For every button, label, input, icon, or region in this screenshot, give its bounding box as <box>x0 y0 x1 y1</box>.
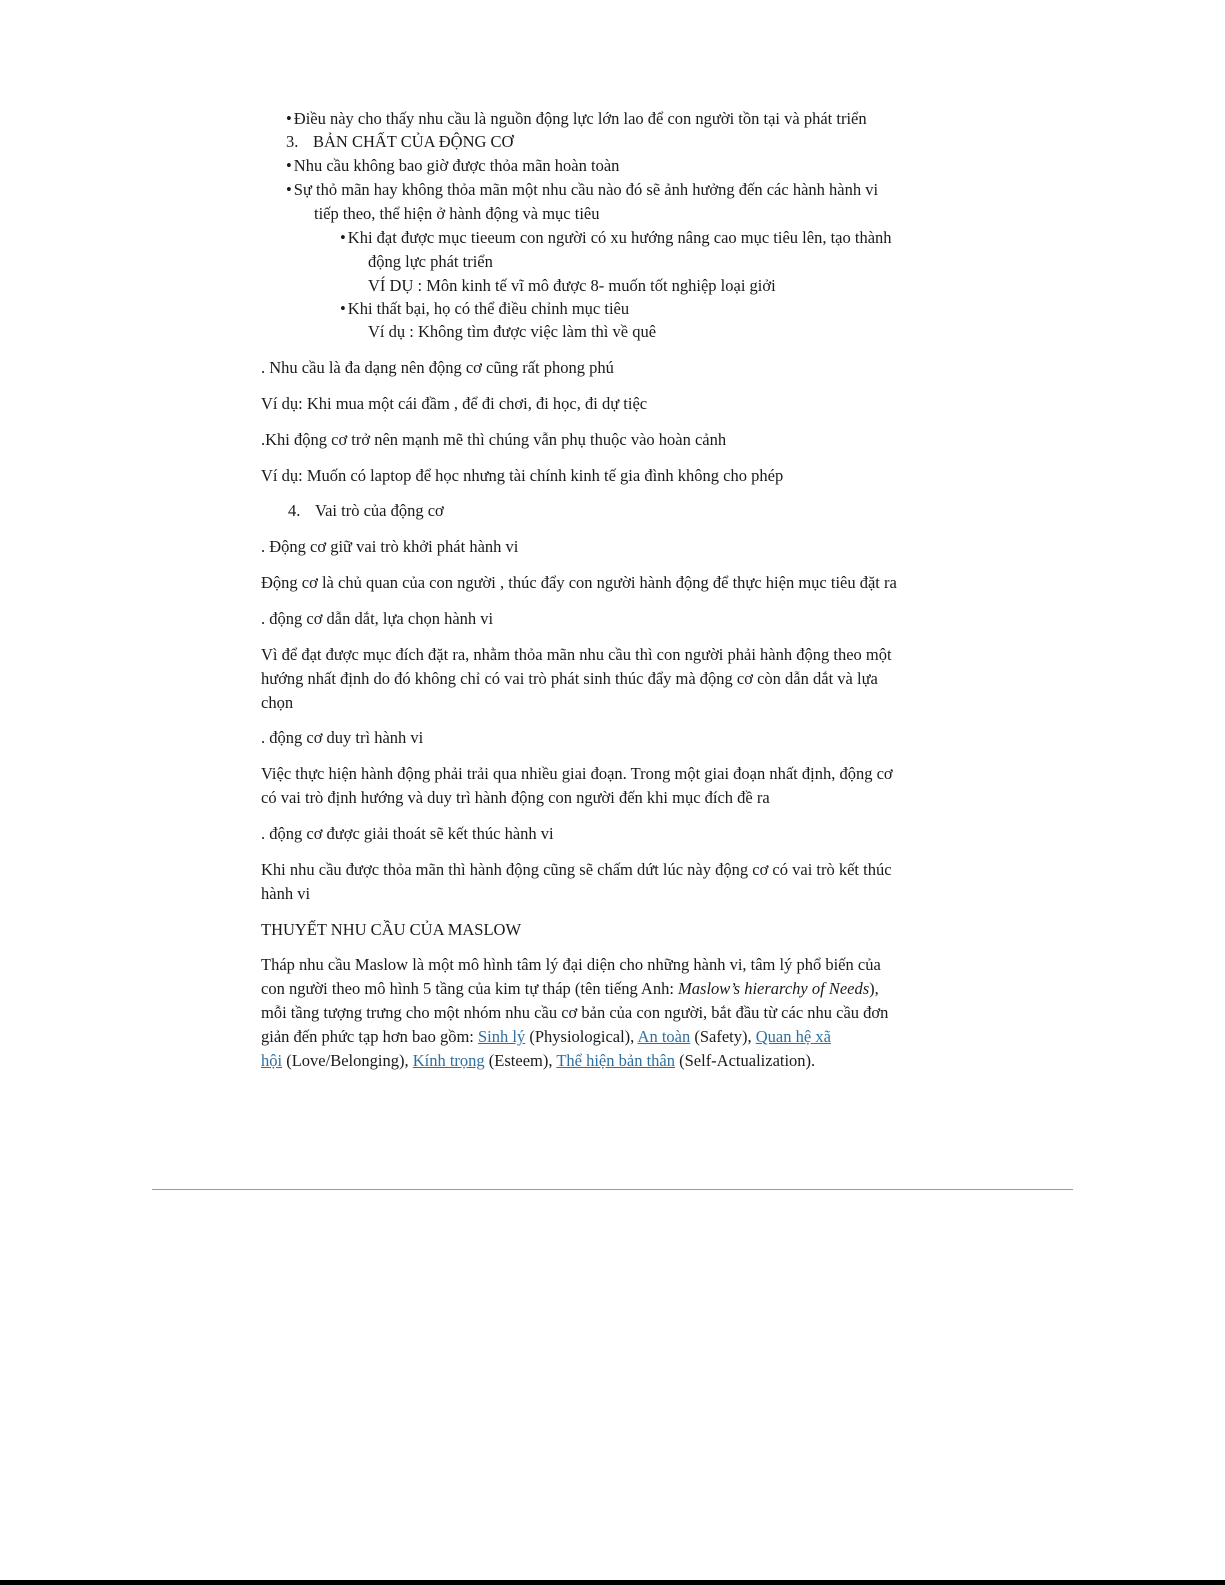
intro-bullet-text: Điều này cho thấy nhu cầu là nguồn động lực lớn lao để con người tồn tại và phát triển <box>293 109 867 128</box>
sub-bullet-item <box>340 298 629 320</box>
paragraph: Ví dụ: Muốn có laptop để học nhưng tài chính kinh tế gia đình không cho phép <box>261 466 784 485</box>
sub-bullet-text: Khi đạt được mục tieeum con người có xu hướng nâng cao mục tiêu lên, tạo thành <box>347 228 892 247</box>
section-4-heading <box>288 500 444 522</box>
maslow-heading: THUYẾT NHU CẦU CỦA MASLOW <box>261 920 522 939</box>
link-the-hien-ban-than[interactable]: Thể hiện bản thân <box>556 1051 675 1070</box>
role-text: Khi nhu cầu được thỏa mãn thì hành động cũng sẽ chấm dứt lúc này động cơ có vai trò kết thúc <box>261 860 892 879</box>
role-text: hành vi <box>261 884 311 903</box>
role-text: hướng nhất định do đó không chỉ có vai trò phát sinh thúc đẩy mà động cơ còn dẫn dắt và lựa <box>261 669 878 688</box>
bullet-icon: • <box>286 109 292 128</box>
sub-bullet-text: Khi thất bại, họ có thể điều chỉnh mục tiêu <box>347 299 630 318</box>
bullet-continuation: tiếp theo, thể hiện ở hành động và mục tiêu <box>314 204 600 223</box>
maslow-text <box>261 1026 831 1048</box>
section-title: BẢN CHẤT CỦA ĐỘNG CƠ <box>313 132 514 151</box>
link-sinh-ly[interactable]: Sinh lý <box>478 1027 526 1046</box>
sub-bullet-continuation: động lực phát triển <box>368 252 493 271</box>
bullet-icon: • <box>286 156 292 175</box>
maslow-text: Tháp nhu cầu Maslow là một mô hình tâm lý đại diện cho những hành vi, tâm lý phổ biến của <box>261 955 881 974</box>
bullet-item <box>286 179 878 201</box>
role-title: . Động cơ giữ vai trò khởi phát hành vi <box>261 537 519 556</box>
bullet-text: Nhu cầu không bao giờ được thỏa mãn hoàn toàn <box>293 156 620 175</box>
paragraph: .Khi động cơ trở nên mạnh mẽ thì chúng vẫn phụ thuộc vào hoàn cảnh <box>261 430 727 449</box>
link-kinh-trong[interactable]: Kính trọng <box>412 1051 485 1070</box>
link-quan-he-xa-hoi[interactable]: Quan hệ xã <box>755 1027 831 1046</box>
maslow-text-part: (Safety), <box>690 1027 756 1046</box>
maslow-text-part: ), <box>869 979 879 998</box>
example-text: Ví dụ : Không tìm được việc làm thì về quê <box>368 322 657 341</box>
bullet-icon: • <box>286 180 292 199</box>
role-text: Vì để đạt được mục đích đặt ra, nhằm thỏa mãn nhu cầu thì con người phải hành động theo một <box>261 645 892 664</box>
bullet-item <box>286 155 619 177</box>
role-text: Việc thực hiện hành động phải trải qua nhiều giai đoạn. Trong một giai đoạn nhất định, động cơ <box>261 764 893 783</box>
role-text: Động cơ là chủ quan của con người , thúc đẩy con người hành động để thực hiện mục tiêu đặt ra <box>261 573 897 592</box>
role-text: có vai trò định hướng và duy trì hành động con người đến khi mục đích đề ra <box>261 788 770 807</box>
paragraph: . Nhu cầu là đa dạng nên động cơ cũng rất phong phú <box>261 358 614 377</box>
maslow-text <box>261 1050 815 1072</box>
link-quan-he-xa-hoi-cont[interactable]: hội <box>261 1051 283 1070</box>
section-3-heading <box>286 131 513 153</box>
maslow-text: mỗi tầng tượng trưng cho một nhóm nhu cầu cơ bản của con người, bắt đầu từ các nhu cầu đơn <box>261 1003 889 1022</box>
maslow-text-part: (Esteem), <box>484 1051 557 1070</box>
bullet-icon: • <box>340 228 346 247</box>
example-text: VÍ DỤ : Môn kinh tế vĩ mô được 8- muốn tốt nghiệp loại giởi <box>368 276 776 295</box>
paragraph: Ví dụ: Khi mua một cái đầm , để đi chơi, đi học, đi dự tiệc <box>261 394 648 413</box>
section-number: 4. <box>288 501 301 520</box>
maslow-text <box>261 978 879 1000</box>
maslow-text-part: con người theo mô hình 5 tầng của kim tự tháp (tên tiếng Anh: <box>261 979 679 998</box>
role-title: . động cơ duy trì hành vi <box>261 728 424 747</box>
bottom-edge <box>0 1580 1225 1585</box>
role-title: . động cơ được giải thoát sẽ kết thúc hành vi <box>261 824 554 843</box>
role-title: . động cơ dẫn dắt, lựa chọn hành vi <box>261 609 494 628</box>
section-title: Vai trò của động cơ <box>315 501 444 520</box>
section-number: 3. <box>286 132 299 151</box>
bullet-text: Sự thỏ mãn hay không thỏa mãn một nhu cầu nào đó sẽ ảnh hưởng đến các hành hành vi <box>293 180 879 199</box>
role-text: chọn <box>261 693 294 712</box>
intro-bullet <box>286 108 867 130</box>
maslow-english-term: Maslow’s hierarchy of Needs <box>678 979 870 998</box>
maslow-text-part: (Love/Belonging), <box>282 1051 413 1070</box>
link-an-toan[interactable]: An toàn <box>637 1027 691 1046</box>
maslow-text-part: (Self-Actualization). <box>674 1051 816 1070</box>
page-separator <box>152 1189 1073 1190</box>
maslow-text-part: (Physiological), <box>525 1027 638 1046</box>
sub-bullet-item <box>340 227 892 249</box>
bullet-icon: • <box>340 299 346 318</box>
maslow-text-part: giản đến phức tạp hơn bao gồm: <box>261 1027 478 1046</box>
